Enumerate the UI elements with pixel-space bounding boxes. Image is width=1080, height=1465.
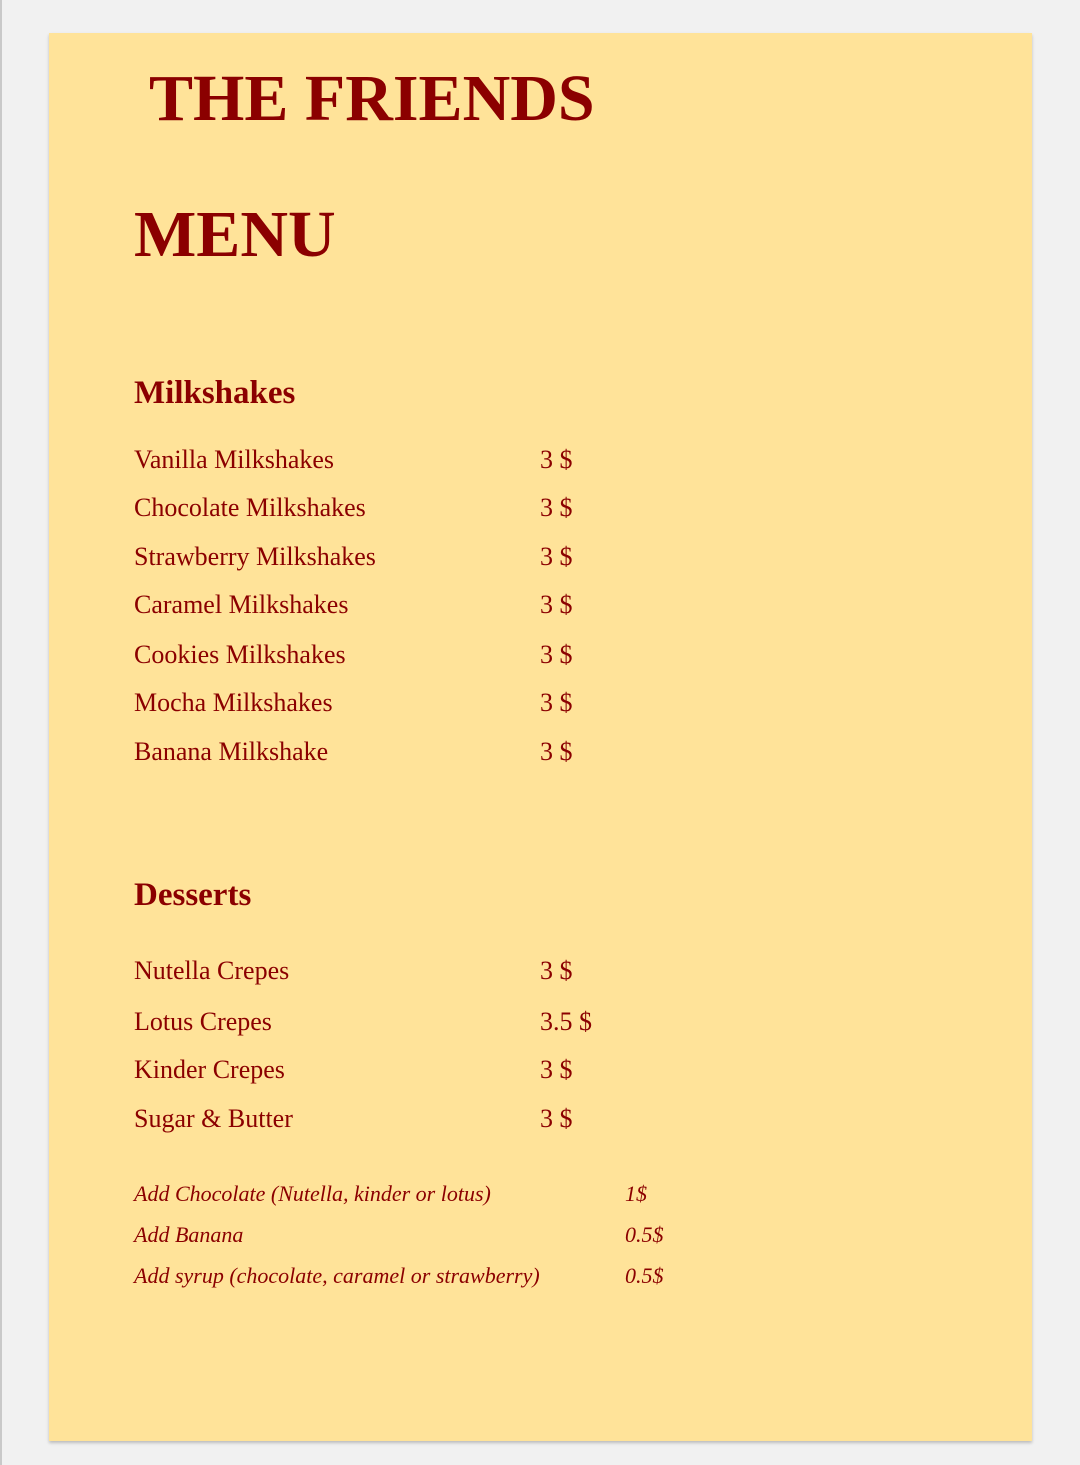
item-price: 3 $ (540, 640, 573, 669)
extra-name: Add Chocolate (Nutella, kinder or lotus) (134, 1181, 491, 1206)
item-name: Mocha Milkshakes (134, 688, 333, 717)
menu-item (134, 1053, 734, 1087)
menu-item (134, 954, 734, 988)
item-price: 3 $ (540, 590, 573, 619)
item-name: Nutella Crepes (134, 956, 290, 985)
extra-item (134, 1179, 754, 1209)
section-heading-desserts: Desserts (134, 877, 252, 913)
extra-name: Add Banana (134, 1222, 244, 1247)
item-name: Lotus Crepes (134, 1007, 272, 1036)
menu-subtitle: MENU (134, 198, 336, 271)
item-price: 3 $ (540, 493, 573, 522)
menu-item (134, 491, 734, 525)
item-price: 3 $ (540, 1055, 573, 1084)
extra-name: Add syrup (chocolate, caramel or strawberry) (134, 1263, 540, 1288)
menu-item (134, 540, 734, 574)
viewer-edge (0, 0, 2, 1465)
menu-title: THE FRIENDS (149, 62, 595, 135)
item-name: Cookies Milkshakes (134, 640, 346, 669)
extra-price: 1$ (625, 1181, 647, 1206)
item-price: 3 $ (540, 1104, 573, 1133)
menu-item (134, 1005, 734, 1039)
menu-item (134, 1102, 734, 1136)
extra-price: 0.5$ (625, 1222, 664, 1247)
menu-page (49, 33, 1032, 1441)
item-name: Chocolate Milkshakes (134, 493, 366, 522)
item-price: 3 $ (540, 956, 573, 985)
menu-item (134, 686, 734, 720)
item-price: 3 $ (540, 737, 573, 766)
menu-item (134, 735, 734, 769)
extra-item (134, 1220, 754, 1250)
item-name: Strawberry Milkshakes (134, 542, 376, 571)
item-name: Sugar & Butter (134, 1104, 293, 1133)
extra-price: 0.5$ (625, 1263, 664, 1288)
item-name: Kinder Crepes (134, 1055, 285, 1084)
item-name: Banana Milkshake (134, 737, 329, 766)
item-name: Vanilla Milkshakes (134, 445, 335, 474)
menu-item (134, 588, 734, 622)
item-price: 3 $ (540, 542, 573, 571)
item-name: Caramel Milkshakes (134, 590, 349, 619)
item-price: 3 $ (540, 445, 573, 474)
menu-item (134, 638, 734, 672)
menu-item (134, 443, 734, 477)
extra-item (134, 1261, 754, 1291)
item-price: 3 $ (540, 688, 573, 717)
section-heading-milkshakes: Milkshakes (134, 375, 296, 411)
item-price: 3.5 $ (540, 1007, 592, 1036)
